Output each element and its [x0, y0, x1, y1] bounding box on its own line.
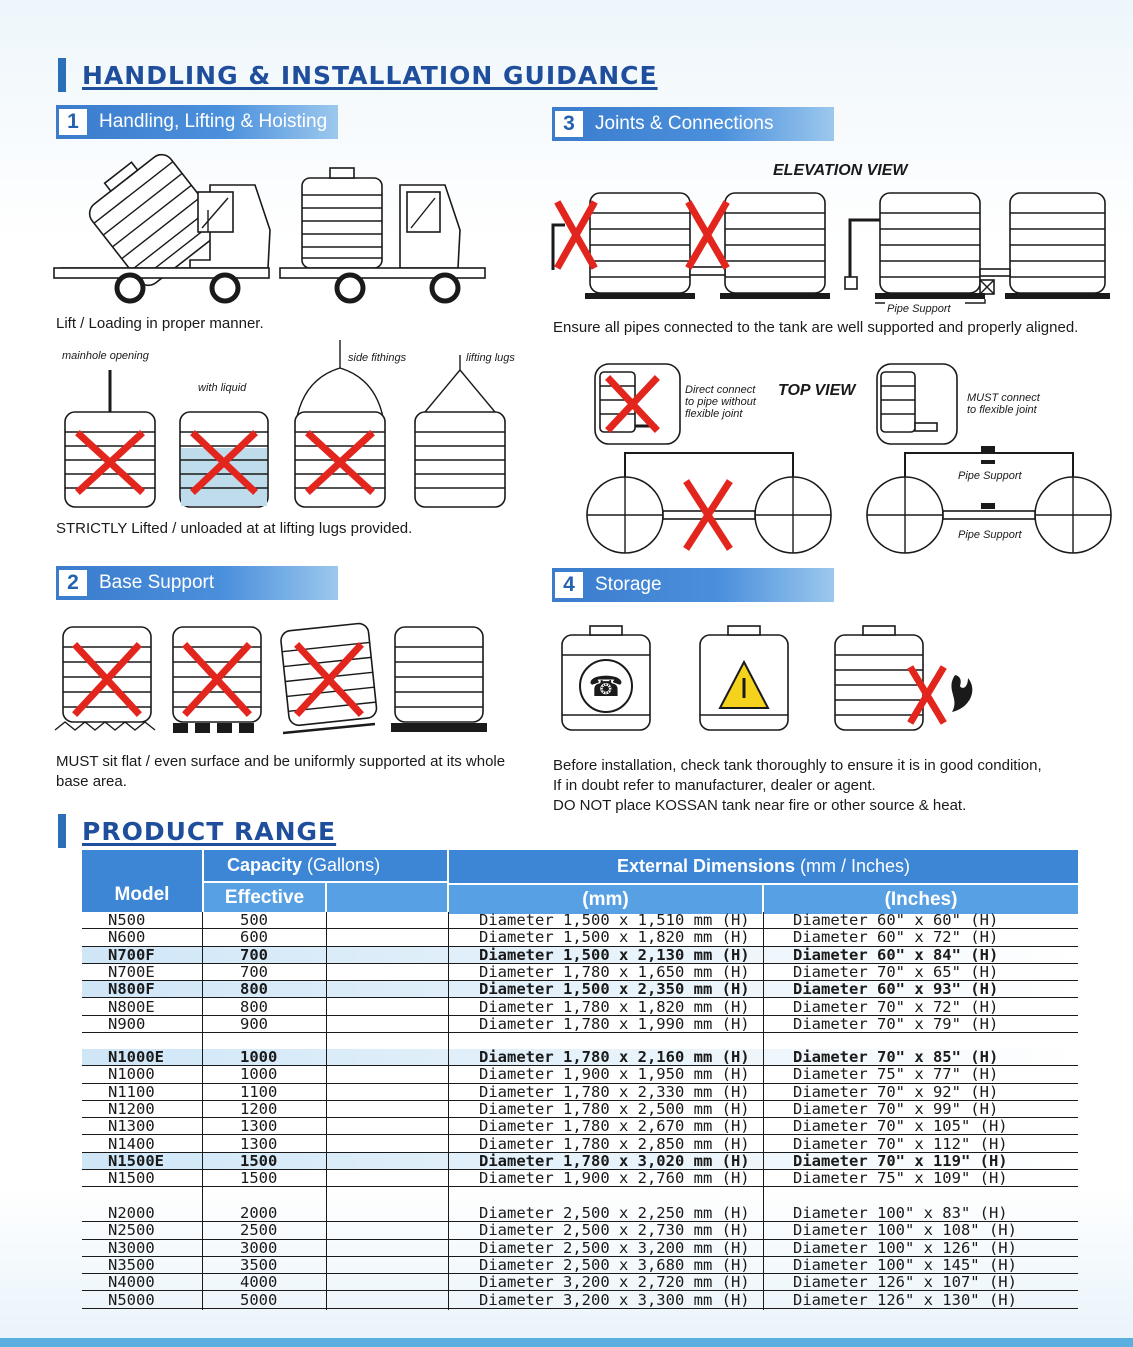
dimension-inches-cell: Diameter 70" x 72" (H): [793, 997, 999, 1016]
table-row: [82, 1118, 1078, 1135]
tank-with-liquid: [180, 412, 268, 507]
tank-manhole-lift: [65, 370, 155, 507]
dimension-inches-cell: Diameter 60" x 72" (H): [793, 928, 999, 947]
dimension-inches-cell: Diameter 70" x 119" (H): [793, 1151, 1008, 1170]
section-2-caption: MUST sit flat / even surface and be uniformly supported at its whole base area.: [56, 753, 506, 790]
pipe-support-label-top-2: Pipe Support: [958, 529, 1022, 541]
model-cell: N800E: [108, 997, 155, 1016]
pipe-support-label-elevation: Pipe Support: [887, 303, 951, 315]
model-cell: N600: [108, 928, 146, 947]
tank-tilted-base: [280, 623, 377, 733]
pipe-support-label-top-1: Pipe Support: [958, 470, 1022, 482]
column-divider: [448, 912, 449, 1310]
dimension-mm-cell: Diameter 3,200 x 3,300 mm (H): [479, 1290, 750, 1309]
tank-flat-base-correct: [391, 627, 487, 732]
model-cell: N800F: [108, 980, 155, 999]
section-1-caption-lift: Lift / Loading in proper manner.: [56, 315, 264, 332]
dimension-mm-cell: Diameter 1,780 x 1,820 mm (H): [479, 997, 750, 1016]
header-model-text: Model: [114, 884, 170, 905]
dimension-inches-cell: Diameter 70" x 99" (H): [793, 1099, 999, 1118]
tank-heat-warning: [700, 626, 788, 730]
table-row: [82, 1101, 1078, 1118]
phone-icon: ☎: [588, 670, 624, 703]
section-2-title: Base Support: [99, 572, 215, 593]
table-row: [82, 1016, 1078, 1033]
tank-side-fittings-lift: [295, 340, 385, 507]
table-row: [82, 947, 1078, 964]
product-range-title-text: PRODUCT RANGE: [82, 816, 337, 846]
dimension-mm-cell: Diameter 2,500 x 3,680 mm (H): [479, 1255, 750, 1274]
dimension-mm-cell: Diameter 1,500 x 1,510 mm (H): [479, 911, 750, 929]
page-title: [58, 58, 658, 92]
header-inches-text: (Inches): [884, 888, 958, 910]
dimension-inches-cell: Diameter 100" x 126" (H): [793, 1238, 1017, 1257]
model-cell: N3500: [108, 1255, 155, 1274]
tank-near-fire: [835, 626, 972, 730]
truck-upright-tank: [280, 168, 485, 301]
table-row: [82, 1274, 1078, 1291]
header-capacity-unit: (Gallons): [307, 855, 381, 875]
tank-gapped-base: [173, 627, 261, 733]
model-cell: N2000: [108, 1204, 155, 1222]
dimension-mm-cell: Diameter 1,780 x 2,850 mm (H): [479, 1134, 750, 1153]
title-accent-bar: [58, 58, 66, 92]
effective-cell: 3000: [240, 1238, 278, 1257]
label-must-connect: MUST connect to flexible joint: [967, 392, 1040, 416]
header-model: [82, 850, 202, 912]
section-1-number: 1: [59, 109, 87, 135]
top-view-illustration: [585, 360, 1105, 560]
table-row: [82, 1170, 1078, 1187]
dimension-inches-cell: Diameter 70" x 112" (H): [793, 1134, 1008, 1153]
table-row: [82, 1292, 1078, 1309]
elevation-view-illustration: [545, 185, 1115, 320]
model-cell: N500: [108, 911, 146, 929]
section-2-number: 2: [59, 570, 87, 596]
header-capacity-blank: [327, 883, 447, 912]
label-lifting-lugs: lifting lugs: [466, 352, 515, 364]
header-external-dimensions: [449, 850, 1078, 883]
dimension-mm-cell: Diameter 1,780 x 2,330 mm (H): [479, 1082, 750, 1101]
dimension-mm-cell: Diameter 2,500 x 3,200 mm (H): [479, 1238, 750, 1257]
header-capacity: [204, 850, 447, 881]
model-cell: N4000: [108, 1273, 155, 1292]
product-range-title: [58, 814, 336, 848]
table-row: [82, 1153, 1078, 1170]
model-cell: N1000: [108, 1065, 155, 1084]
table-row: [82, 1257, 1078, 1274]
section-4-caption-2: If in doubt refer to manufacturer, dealer or agent.: [553, 777, 876, 794]
table-row: [82, 999, 1078, 1016]
dimension-inches-cell: Diameter 70" x 105" (H): [793, 1117, 1008, 1136]
page-title-text: HANDLING & INSTALLATION GUIDANCE: [82, 60, 658, 90]
model-cell: N1000E: [108, 1048, 164, 1066]
dimension-mm-cell: Diameter 1,780 x 3,020 mm (H): [479, 1151, 750, 1170]
dimension-inches-cell: Diameter 126" x 107" (H): [793, 1273, 1017, 1292]
dimension-mm-cell: Diameter 1,900 x 1,950 mm (H): [479, 1065, 750, 1084]
effective-cell: 1500: [240, 1169, 278, 1188]
effective-cell: 700: [240, 962, 268, 981]
tank-check-phone: [562, 626, 650, 730]
dimension-mm-cell: Diameter 1,500 x 2,350 mm (H): [479, 980, 750, 999]
header-mm-text: (mm): [582, 888, 629, 910]
dimension-inches-cell: Diameter 70" x 79" (H): [793, 1014, 999, 1033]
section-4-caption-3: DO NOT place KOSSAN tank near fire or other source & heat.: [553, 797, 967, 814]
section-2-header: [56, 566, 338, 600]
column-divider: [326, 912, 327, 1310]
dimension-mm-cell: Diameter 1,780 x 2,500 mm (H): [479, 1099, 750, 1118]
effective-cell: 1500: [240, 1151, 278, 1170]
tank-lifting-lugs-correct: [415, 355, 505, 507]
effective-cell: 800: [240, 997, 268, 1016]
section-1-title: Handling, Lifting & Hoisting: [99, 111, 328, 132]
model-cell: N700E: [108, 962, 155, 981]
dimension-inches-cell: Diameter 75" x 109" (H): [793, 1169, 1008, 1188]
section-3-title: Joints & Connections: [595, 113, 774, 134]
dimension-mm-cell: Diameter 3,200 x 2,720 mm (H): [479, 1273, 750, 1292]
dimension-mm-cell: Diameter 1,900 x 2,760 mm (H): [479, 1169, 750, 1188]
dimension-mm-cell: Diameter 1,500 x 2,130 mm (H): [479, 945, 750, 964]
header-effective-text: Effective: [224, 886, 305, 908]
model-cell: N900: [108, 1014, 146, 1033]
model-cell: N2500: [108, 1221, 155, 1240]
effective-cell: 4000: [240, 1273, 278, 1292]
table-row: [82, 964, 1078, 981]
effective-cell: 1300: [240, 1134, 278, 1153]
dimension-inches-cell: Diameter 60" x 84" (H): [793, 945, 999, 964]
section-1-header: [56, 105, 338, 139]
effective-cell: 2500: [240, 1221, 278, 1240]
elevation-wrong-pair: [553, 193, 830, 299]
effective-cell: 600: [240, 928, 268, 947]
dimension-mm-cell: Diameter 1,780 x 1,650 mm (H): [479, 962, 750, 981]
dimension-inches-cell: Diameter 126" x 130" (H): [793, 1290, 1017, 1309]
product-title-accent-bar: [58, 814, 66, 848]
label-manhole-opening: mainhole opening: [62, 350, 149, 362]
dimension-inches-cell: Diameter 75" x 77" (H): [793, 1065, 999, 1084]
effective-cell: 3500: [240, 1255, 278, 1274]
model-cell: N700F: [108, 945, 155, 964]
table-row: [82, 1205, 1078, 1222]
dimension-inches-cell: Diameter 70" x 85" (H): [793, 1048, 999, 1066]
header-capacity-text: Capacity: [227, 855, 303, 875]
section-3-caption: Ensure all pipes connected to the tank are well supported and properly aligned.: [553, 319, 1079, 336]
dimension-inches-cell: Diameter 70" x 65" (H): [793, 962, 999, 981]
effective-cell: 700: [240, 945, 268, 964]
model-cell: N1300: [108, 1117, 155, 1136]
table-row: [82, 1084, 1078, 1101]
model-cell: N5000: [108, 1290, 155, 1309]
section-3-header: [552, 107, 834, 141]
effective-cell: 1100: [240, 1082, 278, 1101]
dimension-inches-cell: Diameter 100" x 145" (H): [793, 1255, 1017, 1274]
dimension-inches-cell: Diameter 70" x 92" (H): [793, 1082, 999, 1101]
effective-cell: 1200: [240, 1099, 278, 1118]
effective-cell: 1300: [240, 1117, 278, 1136]
table-row: [82, 1049, 1078, 1066]
storage-illustration: [550, 620, 990, 745]
effective-cell: 800: [240, 980, 268, 999]
header-ext-text: External Dimensions: [616, 856, 796, 876]
top-view-label: TOP VIEW: [778, 382, 856, 399]
table-row: [82, 981, 1078, 998]
effective-cell: 500: [240, 911, 268, 929]
base-support-illustration: [55, 612, 495, 737]
section-1-caption-lugs: STRICTLY Lifted / unloaded at at lifting lugs provided.: [56, 520, 413, 537]
section-4-number: 4: [555, 572, 583, 598]
header-mm: [449, 885, 762, 914]
dimension-inches-cell: Diameter 100" x 83" (H): [793, 1204, 1008, 1222]
dimension-mm-cell: Diameter 2,500 x 2,250 mm (H): [479, 1204, 750, 1222]
model-cell: N1200: [108, 1099, 155, 1118]
label-direct-connect: Direct connect to pipe without flexible joint: [685, 384, 756, 420]
dimension-inches-cell: Diameter 100" x 108" (H): [793, 1221, 1017, 1240]
top-view-wrong: [587, 364, 831, 553]
effective-cell: 5000: [240, 1290, 278, 1309]
model-cell: N1500E: [108, 1151, 164, 1170]
table-row: [82, 1136, 1078, 1153]
label-side-fittings: side fithings: [348, 352, 407, 364]
truck-loading-illustration: [50, 140, 500, 310]
column-divider: [202, 912, 203, 1310]
dimension-mm-cell: Diameter 1,780 x 2,670 mm (H): [479, 1117, 750, 1136]
table-row: [82, 912, 1078, 929]
effective-cell: 900: [240, 1014, 268, 1033]
effective-cell: 2000: [240, 1204, 278, 1222]
dimension-mm-cell: Diameter 2,500 x 2,730 mm (H): [479, 1221, 750, 1240]
dimension-inches-cell: Diameter 60" x 60" (H): [793, 911, 999, 929]
truck-tilted-tank: [54, 142, 270, 301]
table-row: [82, 1066, 1078, 1083]
section-4-header: [552, 568, 834, 602]
tank-uneven-base: [55, 627, 155, 730]
section-3-number: 3: [555, 111, 583, 137]
column-divider: [763, 912, 764, 1310]
model-cell: N1100: [108, 1082, 155, 1101]
label-with-liquid: with liquid: [198, 382, 247, 394]
effective-cell: 1000: [240, 1048, 278, 1066]
fire-icon: [951, 675, 972, 712]
header-ext-unit: (mm / Inches): [800, 856, 911, 876]
top-view-correct: [867, 364, 1111, 553]
model-cell: N1500: [108, 1169, 155, 1188]
dimension-inches-cell: Diameter 60" x 93" (H): [793, 980, 999, 999]
section-4-caption-1: Before installation, check tank thoroughly to ensure it is in good condition,: [553, 757, 1042, 774]
elevation-view-label: ELEVATION VIEW: [773, 162, 908, 179]
table-row: [82, 1222, 1078, 1239]
header-effective: [204, 883, 325, 912]
dimension-mm-cell: Diameter 1,500 x 1,820 mm (H): [479, 928, 750, 947]
dimension-mm-cell: Diameter 1,780 x 1,990 mm (H): [479, 1014, 750, 1033]
lifting-methods-illustration: [55, 340, 525, 515]
elevation-correct-pair: [845, 193, 1110, 303]
header-inches: [764, 885, 1078, 914]
bottom-band: [0, 1338, 1133, 1347]
model-cell: N1400: [108, 1134, 155, 1153]
effective-cell: 1000: [240, 1065, 278, 1084]
model-cell: N3000: [108, 1238, 155, 1257]
table-row: [82, 929, 1078, 946]
table-row: [82, 1240, 1078, 1257]
section-4-title: Storage: [595, 574, 662, 595]
dimension-mm-cell: Diameter 1,780 x 2,160 mm (H): [479, 1048, 750, 1066]
